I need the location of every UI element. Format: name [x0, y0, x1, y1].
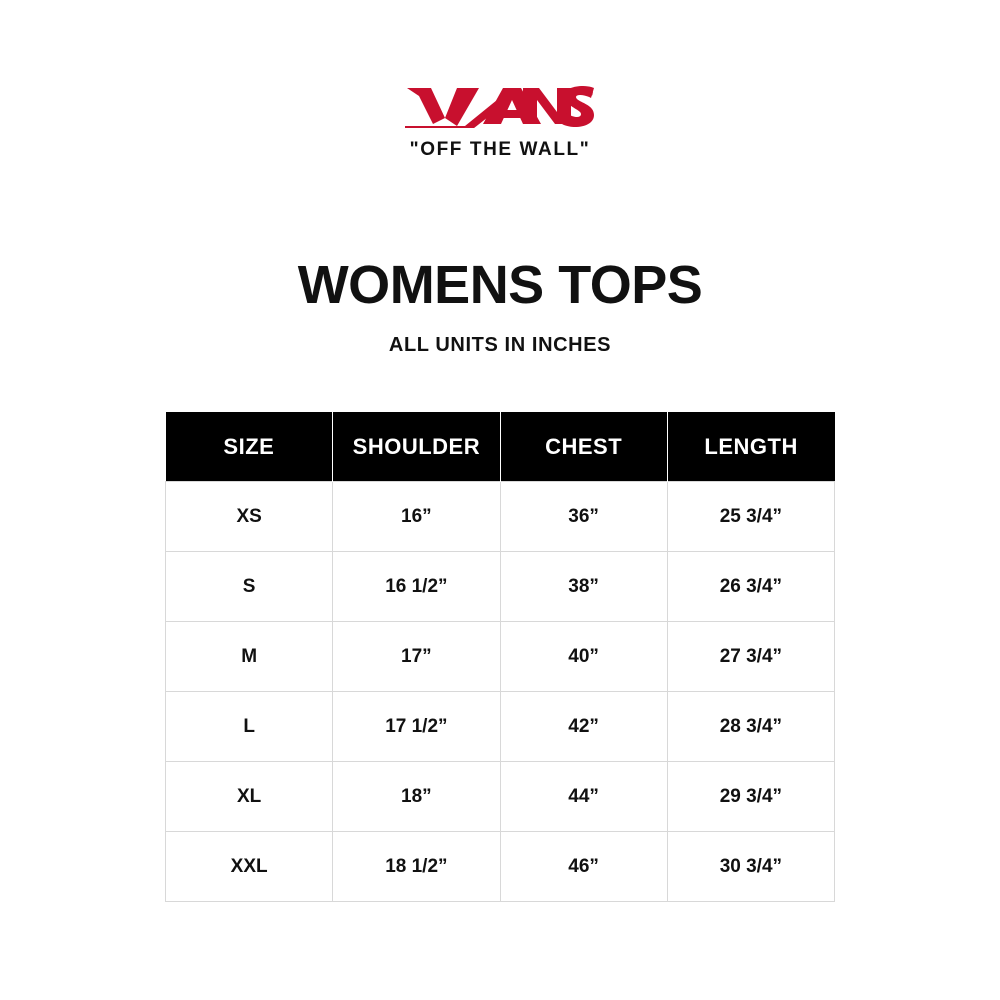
table-header — [166, 412, 835, 482]
brand-tagline: "OFF THE WALL" — [409, 139, 591, 160]
cell-size: M — [166, 622, 333, 692]
cell-length: 29 3/4” — [667, 762, 834, 832]
cell-length: 27 3/4” — [667, 622, 834, 692]
cell-shoulder: 16” — [333, 482, 500, 552]
table-row — [166, 832, 835, 902]
table-header-row — [166, 412, 835, 482]
cell-size: XL — [166, 762, 333, 832]
cell-shoulder: 17 1/2” — [333, 692, 500, 762]
brand-logo — [405, 82, 595, 161]
cell-shoulder: 16 1/2” — [333, 552, 500, 622]
table-row — [166, 762, 835, 832]
column-header-chest: CHEST — [500, 412, 667, 482]
column-header-shoulder: SHOULDER — [333, 412, 500, 482]
column-header-size: SIZE — [166, 412, 333, 482]
svg-text:®: ® — [588, 91, 594, 98]
table-row — [166, 552, 835, 622]
cell-size: S — [166, 552, 333, 622]
size-chart-table-wrapper — [165, 412, 835, 902]
vans-wordmark-icon — [405, 82, 595, 128]
cell-chest: 44” — [500, 762, 667, 832]
cell-shoulder: 18” — [333, 762, 500, 832]
cell-size: XXL — [166, 832, 333, 902]
page-subtitle: ALL UNITS IN INCHES — [388, 334, 612, 356]
cell-chest: 38” — [500, 552, 667, 622]
table-body — [166, 482, 835, 902]
cell-chest: 40” — [500, 622, 667, 692]
cell-chest: 36” — [500, 482, 667, 552]
cell-shoulder: 18 1/2” — [333, 832, 500, 902]
cell-length: 25 3/4” — [667, 482, 834, 552]
table-row — [166, 482, 835, 552]
cell-length: 26 3/4” — [667, 552, 834, 622]
column-header-length: LENGTH — [667, 412, 834, 482]
table-row — [166, 692, 835, 762]
cell-length: 28 3/4” — [667, 692, 834, 762]
cell-size: L — [166, 692, 333, 762]
table-row — [166, 622, 835, 692]
size-chart-table — [165, 412, 835, 902]
cell-length: 30 3/4” — [667, 832, 834, 902]
cell-size: XS — [166, 482, 333, 552]
cell-shoulder: 17” — [333, 622, 500, 692]
cell-chest: 46” — [500, 832, 667, 902]
page-title: WOMENS TOPS — [297, 255, 703, 315]
cell-chest: 42” — [500, 692, 667, 762]
